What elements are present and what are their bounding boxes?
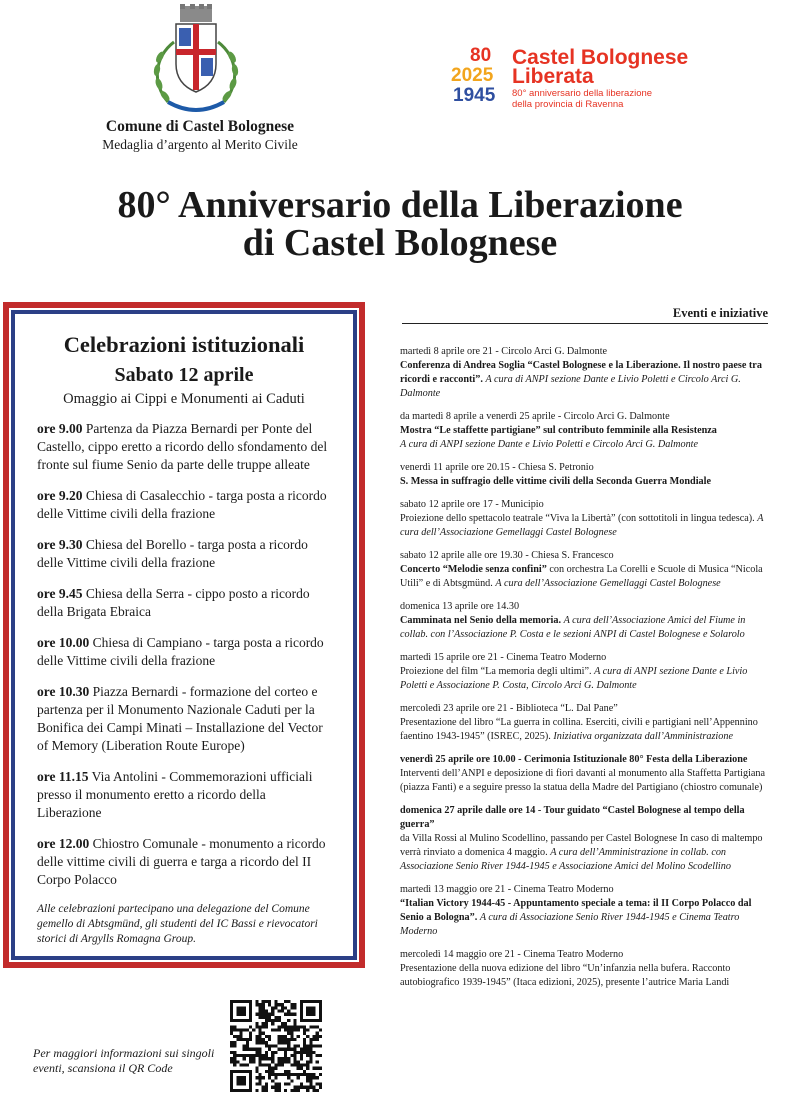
municipality-medal: Medaglia d’argento al Merito Civile	[102, 137, 298, 152]
event-description: con orchestra La Corelli e Scuole di Musica “Nicola Utili” e di Abtsgmünd.	[400, 564, 763, 589]
schedule-time: ore 9.00	[37, 421, 83, 436]
event-when: mercoledì 14 maggio ore 21 - Cinema Teatro Moderno	[400, 949, 624, 960]
event-when: domenica 13 aprile ore 14.30	[400, 601, 520, 612]
schedule-time: ore 9.45	[37, 586, 83, 601]
municipal-crest-logo	[146, 2, 246, 120]
event-credit: A cura di ANPI sezione Dante e Livio Poletti e Associazione P. Costa, Circolo Arci G. Dalmonte	[400, 666, 748, 691]
event-credit: Iniziativa organizzata dall’Amministrazione	[553, 731, 733, 742]
event-title: Conferenza di Andrea Soglia “Castel Bolognese e la Liberazione. Il nostro paese tra ricordi e racconti”.	[400, 360, 762, 385]
event-credit: A cura dell’Associazione Gemellaggi Castel Bolognese	[400, 513, 764, 538]
schedule-item	[37, 585, 331, 621]
event-title: Camminata nel Senio della memoria.	[400, 615, 562, 626]
schedule-text: Partenza da Piazza Bernardi per Ponte del Castello, cippo eretto a ricordo dello sfondamento del fronte sul fiume Senio da parte delle truppe alleate	[37, 421, 328, 472]
page-title	[20, 186, 780, 262]
events-heading: Eventi e iniziative	[402, 306, 768, 324]
event-when: sabato 12 aprile ore 17 - Municipio	[400, 499, 544, 510]
event-item	[400, 804, 770, 874]
qr-instructions: Per maggiori informazioni sui singoli eventi, scansiona il QR Code	[33, 1046, 215, 1075]
event-item	[400, 753, 770, 795]
logo-year-1945: 1945	[453, 85, 496, 106]
event-when: mercoledì 23 aprile ore 21 - Biblioteca “L. Dal Pane”	[400, 703, 618, 714]
event-when: da martedì 8 aprile a venerdì 25 aprile - Circolo Arci G. Dalmonte	[400, 411, 670, 422]
event-title: S. Messa in suffragio delle vittime civili della Seconda Guerra Mondiale	[400, 476, 711, 487]
event-title: “Italian Victory 1944-45 - Appuntamento speciale a tema: il II Corpo Polacco dal Senio a Bologna”.	[400, 898, 752, 923]
event-title: Mostra “Le staffette partigiane” sul contributo femminile alla Resistenza	[400, 425, 717, 436]
event-when: martedì 13 maggio ore 21 - Cinema Teatro Moderno	[400, 884, 614, 895]
event-item	[400, 702, 770, 744]
logo-title-line1: Castel Bolognese	[512, 46, 689, 69]
event-item	[400, 651, 770, 693]
schedule-time: ore 10.30	[37, 684, 90, 699]
anniversary-logo	[448, 44, 748, 114]
event-description: Presentazione del libro “La guerra in collina. Eserciti, civili e partigiani nell’Appennino faentino 1943-1945” (ISREC, 2025).	[400, 717, 758, 742]
schedule-item	[37, 634, 331, 670]
schedule-item	[37, 835, 331, 889]
event-credit: A cura di ANPI sezione Dante e Livio Poletti e Circolo Arci G. Dalmonte	[400, 374, 741, 399]
institutional-celebrations-box	[3, 302, 365, 968]
schedule-item	[37, 420, 331, 474]
event-item	[400, 461, 770, 489]
schedule-text: Chiesa di Casalecchio - targa posta a ricordo delle Vittime civili della frazione	[37, 488, 327, 521]
schedule-time: ore 11.15	[37, 769, 89, 784]
event-when: venerdì 25 aprile ore 10.00 - Cerimonia Istituzionale 80° Festa della Liberazione	[400, 754, 748, 765]
event-when: martedì 15 aprile ore 21 - Cinema Teatro Moderno	[400, 652, 607, 663]
schedule-item	[37, 683, 331, 755]
celebrations-title: Celebrazioni istituzionali	[63, 332, 305, 357]
page-title-line2: di Castel Bolognese	[242, 222, 558, 264]
event-description: Interventi dell’ANPI e deposizione di fiori davanti al monumento alla Staffetta Partigiana (piazza Fanti) e a seguire presso la statua della Madre del Partigiano (chiostro comunale)	[400, 768, 766, 793]
event-description: Proiezione dello spettacolo teatrale “Viva la Libertà” (con sottotitoli in lingua tedesca).	[400, 513, 755, 524]
event-when: domenica 27 aprile dalle ore 14 - Tour guidato “Castel Bolognese al tempo della guerra”	[400, 805, 745, 830]
page-title-line1: 80° Anniversario della Liberazione	[117, 184, 683, 226]
celebrations-note: Alle celebrazioni partecipano una delegazione del Comune gemello di Abtsgmünd, gli studenti del IC Bassi e rievocatori storici di Argylls Romagna Group.	[37, 903, 318, 945]
event-item	[400, 345, 770, 401]
logo-title-line2: Liberata	[512, 65, 594, 88]
event-when: sabato 12 aprile alle ore 19.30 - Chiesa S. Francesco	[400, 550, 614, 561]
schedule-text: Chiesa della Serra - cippo posto a ricordo della Brigata Ebraica	[37, 586, 310, 619]
event-item	[400, 948, 770, 990]
events-list	[400, 345, 770, 999]
municipality-block	[70, 117, 330, 153]
schedule-text: Chiostro Comunale - monumento a ricordo delle vittime civili di guerra e targa a ricordo del II Corpo Polacco	[37, 836, 326, 887]
event-description: da Villa Rossi al Mulino Scodellino, passando per Castel Bolognese In caso di maltempo verrà rinviato a domenica 4 maggio.	[400, 833, 763, 858]
event-credit: A cura dell’Amministrazione in collab. con Associazione Senio River 1944-1945 e Associazione Amici del Molino Scodellino	[400, 847, 731, 872]
event-title: Concerto “Melodie senza confini”	[400, 564, 547, 575]
event-credit: A cura di ANPI sezione Dante e Livio Poletti e Circolo Arci G. Dalmonte	[400, 439, 699, 450]
event-credit: A cura di Associazione Senio River 1944-1945 e Cinema Teatro Moderno	[400, 912, 740, 937]
logo-subtitle-line1: 80° anniversario della liberazione	[512, 88, 653, 99]
event-item	[400, 498, 770, 540]
event-item	[400, 549, 770, 591]
event-credit: A cura dell’Associazione Amici del Fiume in collab. con l’Associazione P. Costa e le sezioni ANPI di Castel Bolognese e Solarolo	[400, 615, 746, 640]
schedule-item	[37, 487, 331, 523]
celebrations-inner-frame	[11, 310, 357, 960]
logo-year-2025: 2025	[451, 65, 494, 86]
schedule-text: Piazza Bernardi - formazione del corteo e partenza per il Monumento Nazionale Caduti per la Bonifica dei Campi Minati – Installazione del Vector of Memory (Liberation Route Europe)	[37, 684, 323, 753]
event-item	[400, 600, 770, 642]
schedule-item	[37, 536, 331, 572]
event-when: martedì 8 aprile ore 21 - Circolo Arci G. Dalmonte	[400, 346, 608, 357]
celebrations-date: Sabato 12 aprile	[114, 364, 254, 386]
event-item	[400, 410, 770, 452]
schedule-time: ore 12.00	[37, 836, 90, 851]
schedule-time: ore 9.20	[37, 488, 83, 503]
schedule-time: ore 9.30	[37, 537, 83, 552]
event-description: Presentazione della nuova edizione del libro “Un’infanzia nella bufera. Racconto autobiografico 1939-1945” (Itaca edizioni, 2025), presente l’autrice Maria Landi	[400, 963, 731, 988]
celebrations-subtitle: Omaggio ai Cippi e Monumenti ai Caduti	[63, 391, 305, 407]
schedule-text: Via Antolini - Commemorazioni ufficiali presso il monumento eretto a ricordo della Liberazione	[37, 769, 313, 820]
qr-code-icon[interactable]	[230, 1000, 322, 1092]
event-item	[400, 883, 770, 939]
logo-subtitle-line2: della provincia di Ravenna	[512, 99, 624, 110]
event-description: Proiezione del film “La memoria degli ultimi”.	[400, 666, 592, 677]
logo-year-80: 80	[470, 45, 492, 66]
schedule-item	[37, 768, 331, 822]
event-credit: A cura dell’Associazione Gemellaggi Castel Bolognese	[495, 578, 721, 589]
schedule-text: Chiesa di Campiano - targa posta a ricordo delle Vittime civili della frazione	[37, 635, 324, 668]
municipality-name: Comune di Castel Bolognese	[105, 118, 295, 135]
event-when: venerdì 11 aprile ore 20.15 - Chiesa S. Petronio	[400, 462, 594, 473]
schedule-text: Chiesa del Borello - targa posta a ricordo delle Vittime civili della frazione	[37, 537, 308, 570]
schedule-time: ore 10.00	[37, 635, 90, 650]
